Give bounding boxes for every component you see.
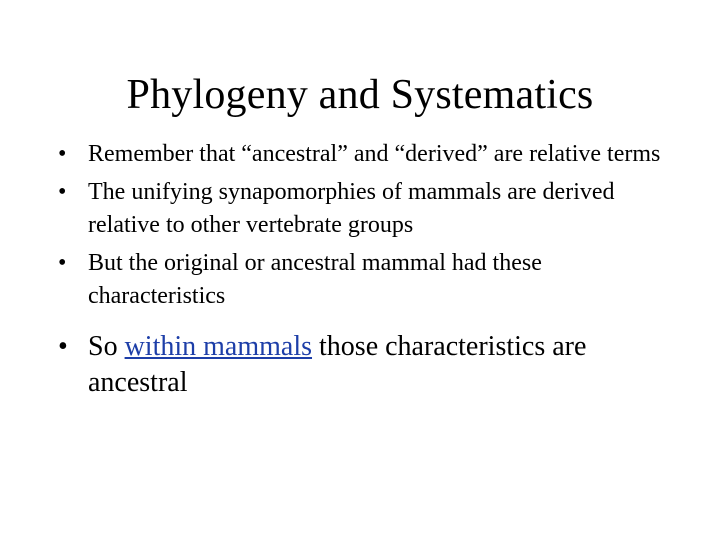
bullet-text: But the original or ancestral mammal had these characteristics bbox=[88, 250, 542, 309]
bullet-text-suffix: those characteristics are ancestral bbox=[88, 331, 587, 398]
bullet-text: Remember that “ancestral” and “derived” are relative terms bbox=[88, 141, 661, 167]
bullet-item bbox=[56, 176, 676, 242]
bullet-item bbox=[56, 138, 676, 171]
within-mammals-link[interactable]: within mammals bbox=[124, 331, 313, 362]
bullet-dot-icon: • bbox=[58, 141, 67, 167]
bullet-text: The unifying synapomorphies of mammals are derived relative to other vertebrate groups bbox=[88, 179, 615, 238]
bullet-dot-icon: • bbox=[58, 331, 68, 362]
bullet-text-prefix: So bbox=[88, 331, 125, 362]
bullet-dot-icon: • bbox=[58, 179, 67, 205]
bullet-dot-icon: • bbox=[58, 250, 67, 276]
bullet-item bbox=[56, 329, 676, 401]
slide-title: Phylogeny and Systematics bbox=[126, 72, 594, 118]
bullet-item bbox=[56, 247, 676, 313]
bullet-list bbox=[56, 138, 676, 406]
